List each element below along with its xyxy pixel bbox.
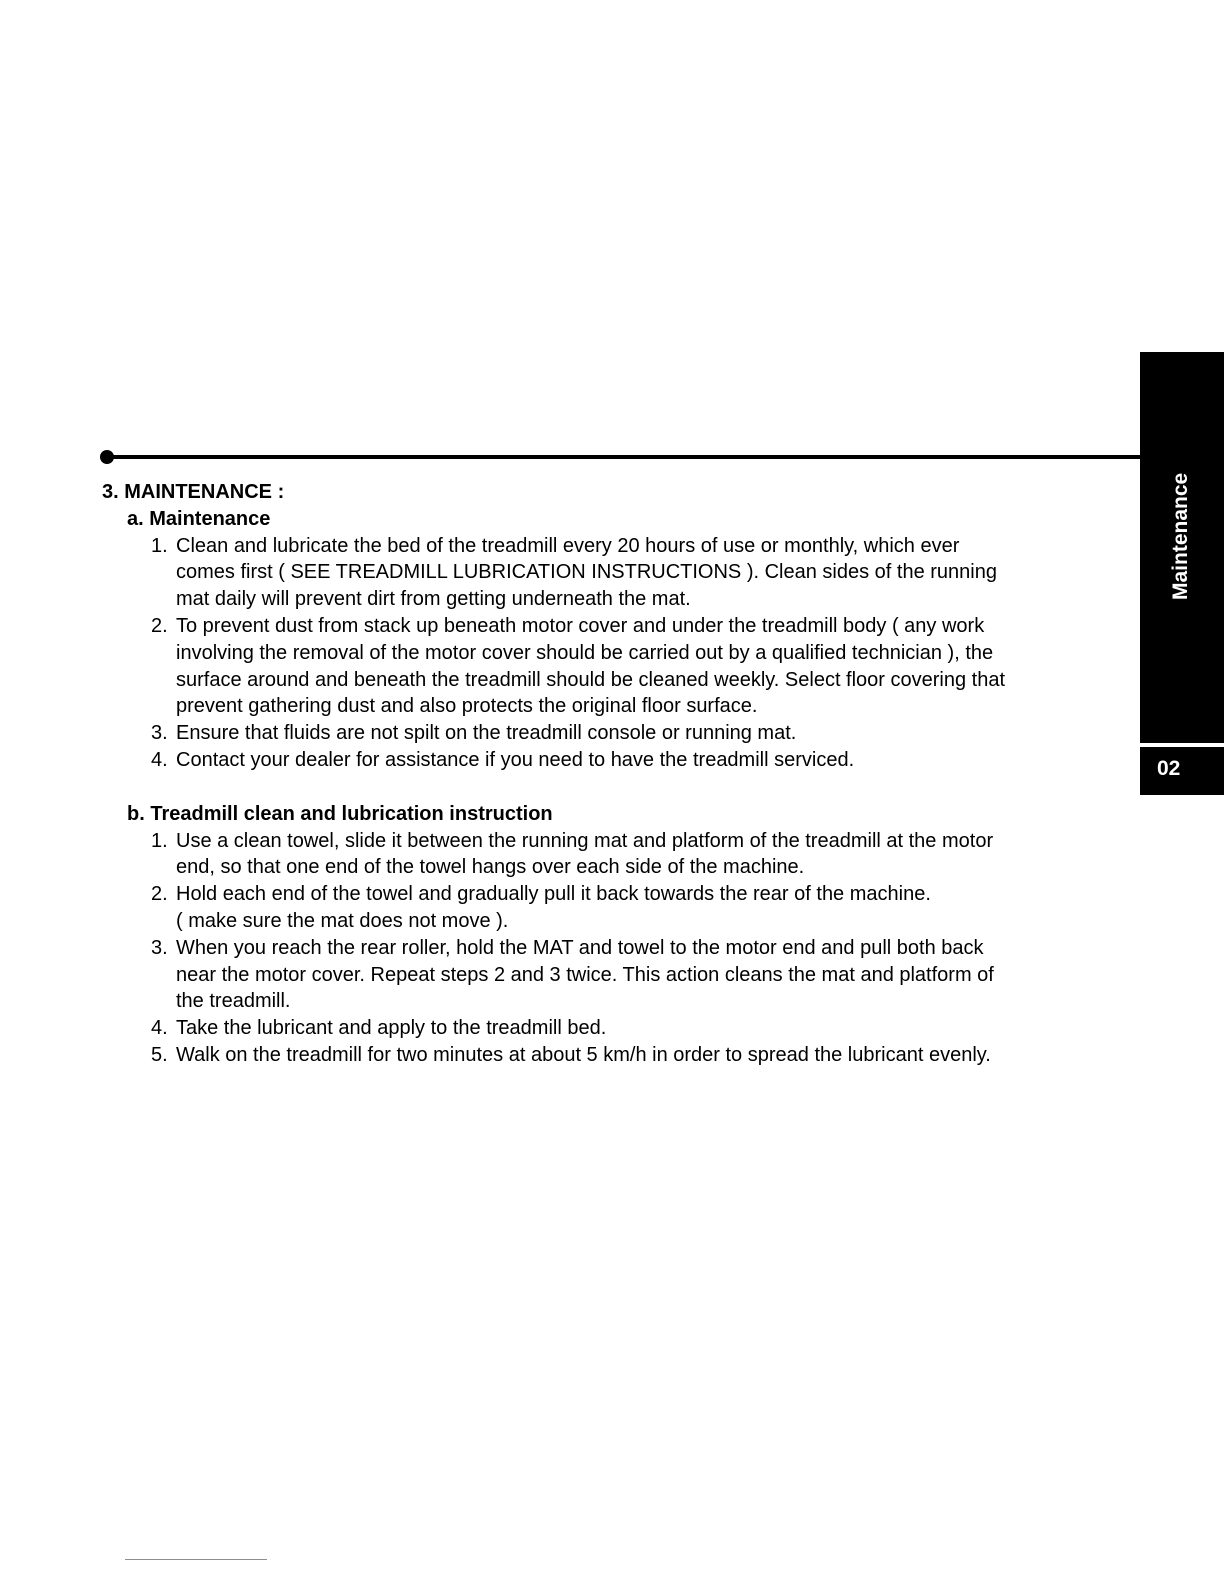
- item-line: involving the removal of the motor cover should be carried out by a qualified technician ), the: [176, 641, 994, 664]
- item-number: 1.: [151, 534, 168, 557]
- list-item: [102, 613, 1112, 720]
- list-item: [102, 747, 1112, 774]
- item-line: To prevent dust from stack up beneath motor cover and under the treadmill body ( any work: [176, 614, 985, 637]
- section-heading: 3. MAINTENANCE :: [102, 481, 285, 503]
- list-item: [102, 1042, 1112, 1069]
- item-line: Contact your dealer for assistance if you need to have the treadmill serviced.: [176, 748, 855, 771]
- item-line: Use a clean towel, slide it between the running mat and platform of the treadmill at the motor: [176, 829, 994, 852]
- item-line: end, so that one end of the towel hangs over each side of the machine.: [176, 856, 805, 879]
- item-line: mat daily will prevent dirt from getting underneath the mat.: [176, 588, 691, 611]
- item-number: 2.: [151, 614, 168, 637]
- footer-rule: [125, 1559, 267, 1560]
- item-line: near the motor cover. Repeat steps 2 and 3 twice. This action cleans the mat and platform of: [176, 963, 994, 986]
- item-line: prevent gathering dust and also protects the original floor surface.: [176, 695, 758, 718]
- item-line: surface around and beneath the treadmill should be cleaned weekly. Select floor covering that: [176, 668, 1006, 691]
- list-item: [102, 720, 1112, 747]
- item-number: 4.: [151, 748, 168, 771]
- list-item: [102, 1015, 1112, 1042]
- item-number: 2.: [151, 883, 168, 906]
- item-line: the treadmill.: [176, 990, 291, 1013]
- subsection-heading-maintenance: a. Maintenance: [127, 507, 271, 530]
- item-number: 5.: [151, 1043, 168, 1066]
- subsection-heading-lubrication: b. Treadmill clean and lubrication instruction: [127, 802, 553, 825]
- list-item: [102, 533, 1112, 613]
- spacer: [102, 774, 1112, 801]
- item-line: Take the lubricant and apply to the treadmill bed.: [176, 1017, 607, 1040]
- list-item: [102, 935, 1112, 1015]
- item-line: Ensure that fluids are not spilt on the treadmill console or running mat.: [176, 722, 797, 745]
- list-item: [102, 828, 1112, 882]
- item-line: Hold each end of the towel and gradually pull it back towards the rear of the machine.: [176, 883, 931, 906]
- page-number-tab: 02: [1140, 747, 1224, 795]
- maintenance-section: [102, 479, 1112, 1069]
- item-number: 3.: [151, 936, 168, 959]
- chapter-tab-label: Maintenance: [1169, 472, 1192, 600]
- lubrication-list: [102, 828, 1112, 1069]
- item-line: When you reach the rear roller, hold the MAT and towel to the motor end and pull both back: [176, 936, 984, 959]
- section-rule: [106, 455, 1146, 459]
- item-line: Clean and lubricate the bed of the treadmill every 20 hours of use or monthly, which ever: [176, 534, 960, 557]
- item-number: 3.: [151, 722, 168, 745]
- item-line: ( make sure the mat does not move ).: [176, 909, 509, 932]
- item-number: 4.: [151, 1017, 168, 1040]
- item-line: comes first ( SEE TREADMILL LUBRICATION INSTRUCTIONS ). Clean sides of the running: [176, 561, 997, 584]
- item-number: 1.: [151, 829, 168, 852]
- item-line: Walk on the treadmill for two minutes at about 5 km/h in order to spread the lubricant evenly.: [176, 1043, 991, 1066]
- list-item: [102, 881, 1112, 935]
- maintenance-list: [102, 533, 1112, 774]
